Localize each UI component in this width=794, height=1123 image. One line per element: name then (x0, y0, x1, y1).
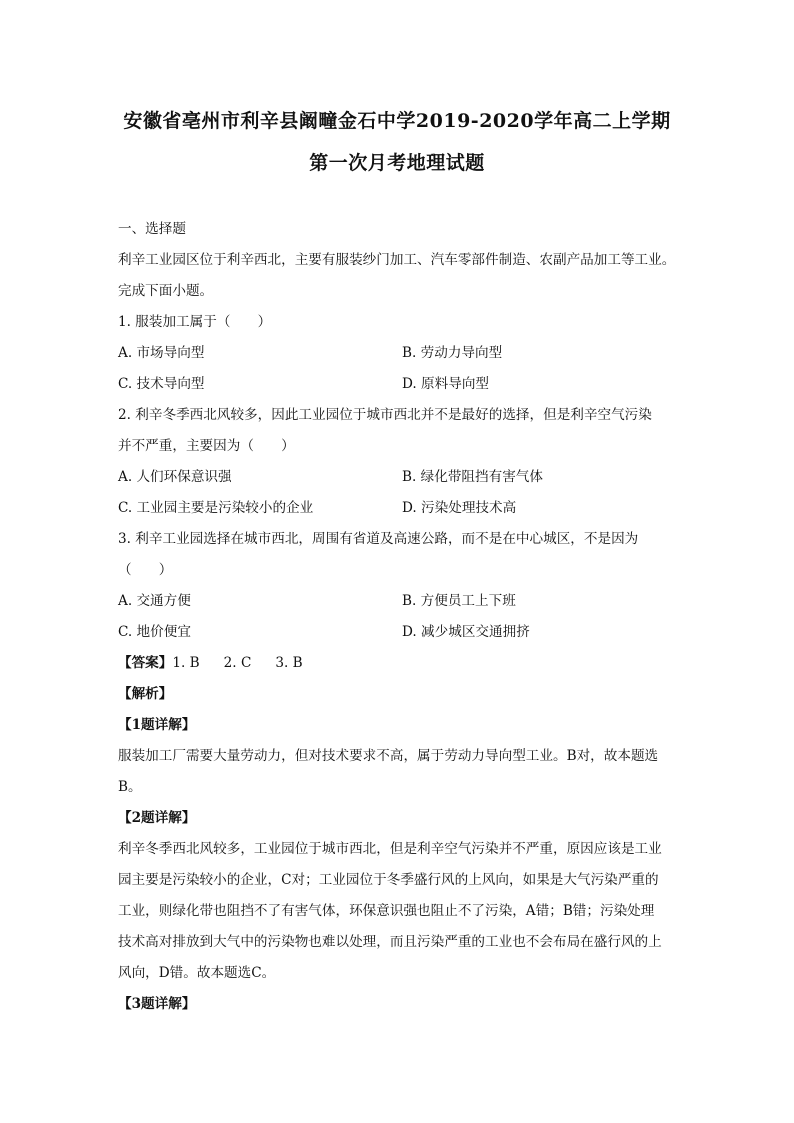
question-3-options-row (118, 617, 678, 648)
answer-label: 【答案】 (118, 655, 173, 671)
answer-line (118, 648, 678, 679)
option-a: A. 人们环保意识强 (118, 469, 232, 485)
question-2-text: 2. 利辛冬季西北风较多，因此工业园位于城市西北并不是最好的选择，但是利辛空气污染 (118, 407, 652, 423)
stem-line: 完成下面小题。 (118, 283, 214, 299)
question-1-text: 1. 服装加工属于（ ） (118, 314, 272, 330)
option-c: C. 工业园主要是污染较小的企业 (118, 500, 314, 516)
analysis-label: 【解析】 (118, 686, 173, 702)
option-c: C. 地价便宜 (118, 624, 191, 640)
answer-item: 2. C (223, 655, 252, 671)
detail-1-line: 服装加工厂需要大量劳动力，但对技术要求不高，属于劳动力导向型工业。B对，故本题选 (118, 748, 659, 764)
detail-3-label: 【3题详解】 (118, 996, 196, 1012)
question-2-options-row (118, 462, 678, 493)
document-title-line2: 第一次月考地理试题 (309, 152, 485, 174)
question-3-options-row (118, 586, 678, 617)
option-a: A. 交通方便 (118, 593, 191, 609)
option-b: B. 方便员工上下班 (402, 593, 516, 609)
detail-2-line: 技术高对排放到大气中的污染物也难以处理，而且污染严重的工业也不会布局在盛行风的上 (118, 934, 662, 950)
option-d: D. 减少城区交通拥挤 (402, 624, 530, 640)
stem-line: 利辛工业园区位于利辛西北，主要有服装纱门加工、汽车零部件制造、农副产品加工等工业。 (118, 252, 676, 268)
option-b: B. 绿化带阻挡有害气体 (402, 469, 543, 485)
document-body (118, 214, 678, 1020)
option-c: C. 技术导向型 (118, 376, 205, 392)
detail-2-line: 工业，则绿化带也阻挡不了有害气体，环保意识强也阻止不了污染，A错；B错；污染处理 (118, 903, 655, 919)
option-b: B. 劳动力导向型 (402, 345, 503, 361)
question-2-options-row (118, 493, 678, 524)
detail-1-line: B。 (118, 779, 142, 795)
question-1-options-row (118, 369, 678, 400)
document-title-line1: 安徽省亳州市利辛县阚疃金石中学2019-2020学年高二上学期 (123, 110, 671, 132)
section-heading: 一、选择题 (118, 221, 186, 237)
question-3-text: （ ） (118, 562, 173, 578)
answer-item: 3. B (275, 655, 303, 671)
detail-2-line: 风向，D错。故本题选C。 (118, 965, 276, 981)
detail-1-label: 【1题详解】 (118, 717, 196, 733)
option-a: A. 市场导向型 (118, 345, 205, 361)
question-3-text: 3. 利辛工业园选择在城市西北，周围有省道及高速公路，而不是在中心城区，不是因为 (118, 531, 639, 547)
detail-2-line: 利辛冬季西北风较多，工业园位于城市西北，但是利辛空气污染并不严重，原因应该是工业 (118, 841, 662, 857)
option-d: D. 原料导向型 (402, 376, 490, 392)
option-d: D. 污染处理技术高 (402, 500, 517, 516)
detail-2-label: 【2题详解】 (118, 810, 196, 826)
question-1-options-row (118, 338, 678, 369)
answer-item: 1. B (172, 655, 200, 671)
question-2-text: 并不严重，主要因为（ ） (118, 438, 295, 454)
detail-2-line: 园主要是污染较小的企业，C对；工业园位于冬季盛行风的上风向，如果是大气污染严重的 (118, 872, 659, 888)
